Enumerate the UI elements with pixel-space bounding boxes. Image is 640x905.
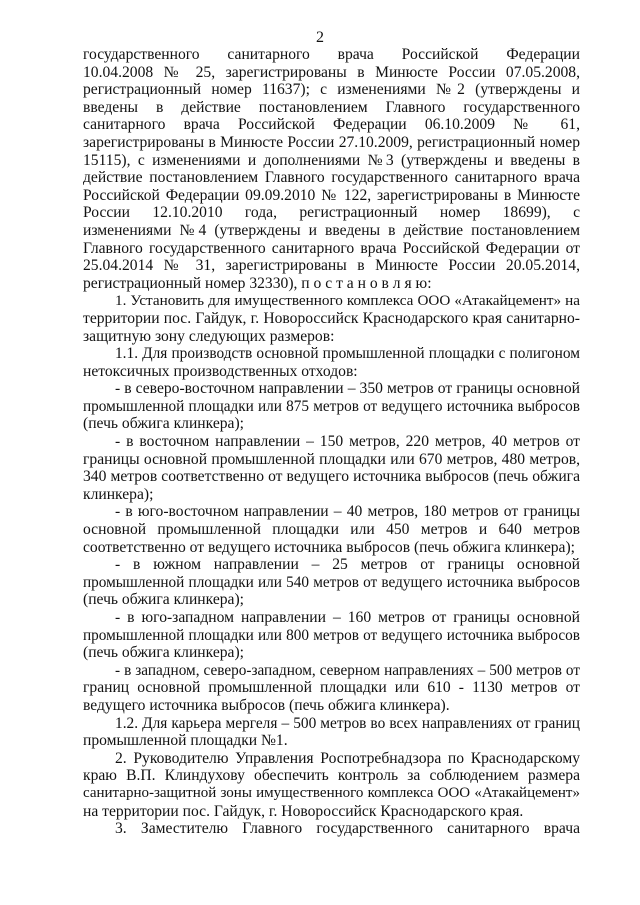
text-line: 15115), с изменениями и дополнениями №3 (утверждены и введены в bbox=[83, 151, 580, 169]
text-line: санитарно-защитной зоны имущественного комплекса ООО «Атакайцемент» bbox=[83, 784, 580, 801]
text-line: Российской Федерации 09.09.2010 № 122, зарегистрированы в Минюсте bbox=[83, 186, 580, 204]
text-line: - в восточном направлении – 150 метров, 220 метров, 40 метров от bbox=[115, 433, 580, 451]
text-line: промышленной площадки или 800 метров от ведущего источника выбросов bbox=[83, 626, 580, 644]
text-line: действие постановлением Главного государственного санитарного врача bbox=[83, 169, 580, 187]
text-line: - в северо-восточном направлении – 350 метров от границы основной bbox=[115, 380, 580, 398]
text-line: - в юго-восточном направлении – 40 метров, 180 метров от границы bbox=[115, 503, 580, 521]
page-number: 2 bbox=[316, 29, 324, 46]
text-line: промышленной площадки или 540 метров от ведущего источника выбросов bbox=[83, 573, 580, 591]
text-line: 1. Установить для имущественного комплекса ООО «Атакайцемент» на bbox=[115, 292, 580, 310]
text-line: - в южном направлении – 25 метров от границы основной bbox=[115, 556, 580, 574]
text-line: 340 метров соответственно от ведущего источника выбросов (печь обжига bbox=[83, 468, 580, 486]
text-line: - в юго-западном направлении – 160 метров от границы основной bbox=[115, 609, 580, 626]
text-line: границ основной промышленной площадки или 610 - 1130 метров от bbox=[83, 679, 580, 697]
text-line: государственного санитарного врача Российской Федерации bbox=[83, 46, 580, 63]
text-line: клинкера); bbox=[83, 485, 154, 503]
text-line: 1.1. Для производств основной промышленной площадки с полигоном bbox=[115, 345, 580, 363]
text-line: регистрационный номер 11637); с изменениями №2 (утверждены и bbox=[83, 81, 580, 99]
text-line: санитарного врача Российской Федерации 06.10.2009 № 61, bbox=[83, 116, 580, 134]
text-line: нетоксичных производственных отходов: bbox=[83, 362, 358, 380]
text-line: границы основной промышленной площадки или 670 метров, 480 метров, bbox=[83, 450, 580, 468]
text-line: краю В.П. Клиндухову обеспечить контроль за соблюдением размера bbox=[83, 767, 580, 785]
text-line: России 12.10.2010 года, регистрационный номер 18699), с bbox=[83, 204, 580, 222]
text-line: введены в действие постановлением Главного государственного bbox=[83, 98, 580, 116]
text-line: изменениями №4 (утверждены и введены в действие постановлением bbox=[83, 221, 580, 239]
text-line: на территории пос. Гайдук, г. Новороссийск Краснодарского края. bbox=[83, 802, 524, 820]
text-line: ведущего источника выбросов (печь обжига клинкера). bbox=[83, 696, 450, 714]
text-line: соответственно от ведущего источника выбросов (печь обжига клинкера); bbox=[83, 538, 575, 556]
text-line: зарегистрированы в Минюсте России 27.10.2009, регистрационный номер bbox=[83, 133, 580, 151]
text-line: регистрационный номер 32330), п о с т а н о в л я ю: bbox=[83, 274, 432, 292]
text-line: - в западном, северо-западном, северном направлениях – 500 метров от bbox=[115, 661, 580, 679]
document-body bbox=[83, 46, 580, 838]
text-line: 25.04.2014 № 31, зарегистрированы в Минюсте России 20.05.2014, bbox=[83, 257, 580, 275]
text-line: 2. Руководителю Управления Роспотребнадзора по Краснодарскому bbox=[115, 749, 580, 767]
text-line: (печь обжига клинкера); bbox=[83, 591, 245, 609]
text-line: Главного государственного санитарного врача Российской Федерации от bbox=[83, 239, 580, 257]
text-line: (печь обжига клинкера); bbox=[83, 644, 245, 662]
text-line: защитную зону следующих размеров: bbox=[83, 327, 335, 345]
text-line: (печь обжига клинкера); bbox=[83, 415, 245, 433]
text-line: 3. Заместителю Главного государственного санитарного врача bbox=[115, 820, 580, 838]
text-line: 1.2. Для карьера мергеля – 500 метров во всех направлениях от границ bbox=[115, 714, 580, 732]
text-line: территории пос. Гайдук, г. Новороссийск Краснодарского края санитарно- bbox=[83, 309, 580, 327]
text-line: промышленной площадки №1. bbox=[83, 732, 288, 750]
text-line: основной промышленной площадки или 450 метров и 640 метров bbox=[83, 521, 580, 539]
text-line: 10.04.2008 № 25, зарегистрированы в Минюсте России 07.05.2008, bbox=[83, 63, 580, 81]
text-line: промышленной площадки или 875 метров от ведущего источника выбросов bbox=[83, 397, 580, 415]
